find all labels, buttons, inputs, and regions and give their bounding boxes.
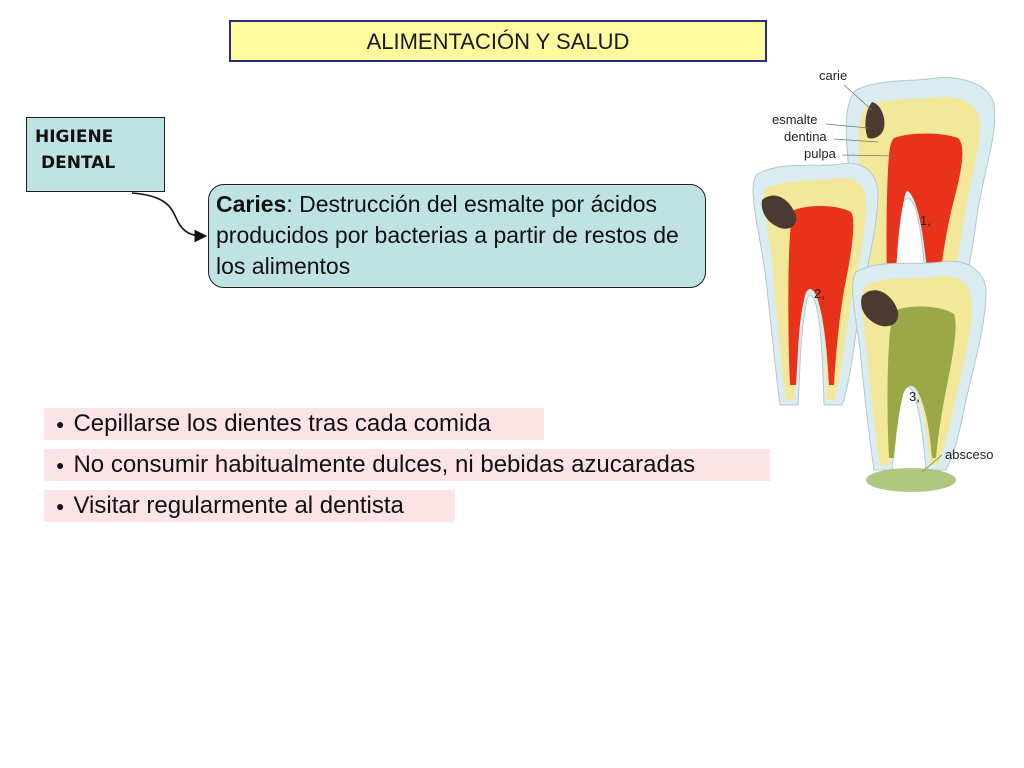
bullet-icon: ● — [56, 498, 65, 514]
recommendation-item — [44, 490, 455, 522]
topic-line-2: DENTAL — [41, 153, 116, 173]
label-dentina: dentina — [784, 129, 827, 144]
recommendation-text: No consumir habitualmente dulces, ni bebidas azucaradas — [73, 451, 696, 478]
label-esmalte: esmalte — [772, 112, 818, 127]
recommendation-item — [44, 449, 770, 481]
stage-number-3: 3, — [909, 389, 920, 404]
label-carie: carie — [819, 68, 848, 83]
label-absceso: absceso — [945, 447, 994, 462]
bullet-icon: ● — [56, 457, 65, 473]
recommendation-item — [44, 408, 544, 440]
tooth-decay-illustration — [746, 60, 1016, 505]
caries-definition-box — [208, 184, 706, 288]
stage-number-2: 2, — [814, 286, 825, 301]
recommendation-text: Cepillarse los dientes tras cada comida — [73, 410, 492, 437]
recommendation-text: Visitar regularmente al dentista — [73, 492, 404, 519]
label-pulpa: pulpa — [804, 146, 836, 161]
bullet-icon: ● — [56, 416, 65, 432]
definition-text: : Destrucción del esmalte por ácidos producidos por bacterias a partir de restos de los alimentos — [216, 191, 679, 279]
topic-line-1: HIGIENE — [35, 127, 114, 147]
definition-term: Caries — [216, 191, 287, 217]
abscess-mark — [866, 468, 956, 492]
slide-title: ALIMENTACIÓN Y SALUD — [229, 20, 767, 62]
stage-number-1: 1, — [920, 213, 931, 228]
